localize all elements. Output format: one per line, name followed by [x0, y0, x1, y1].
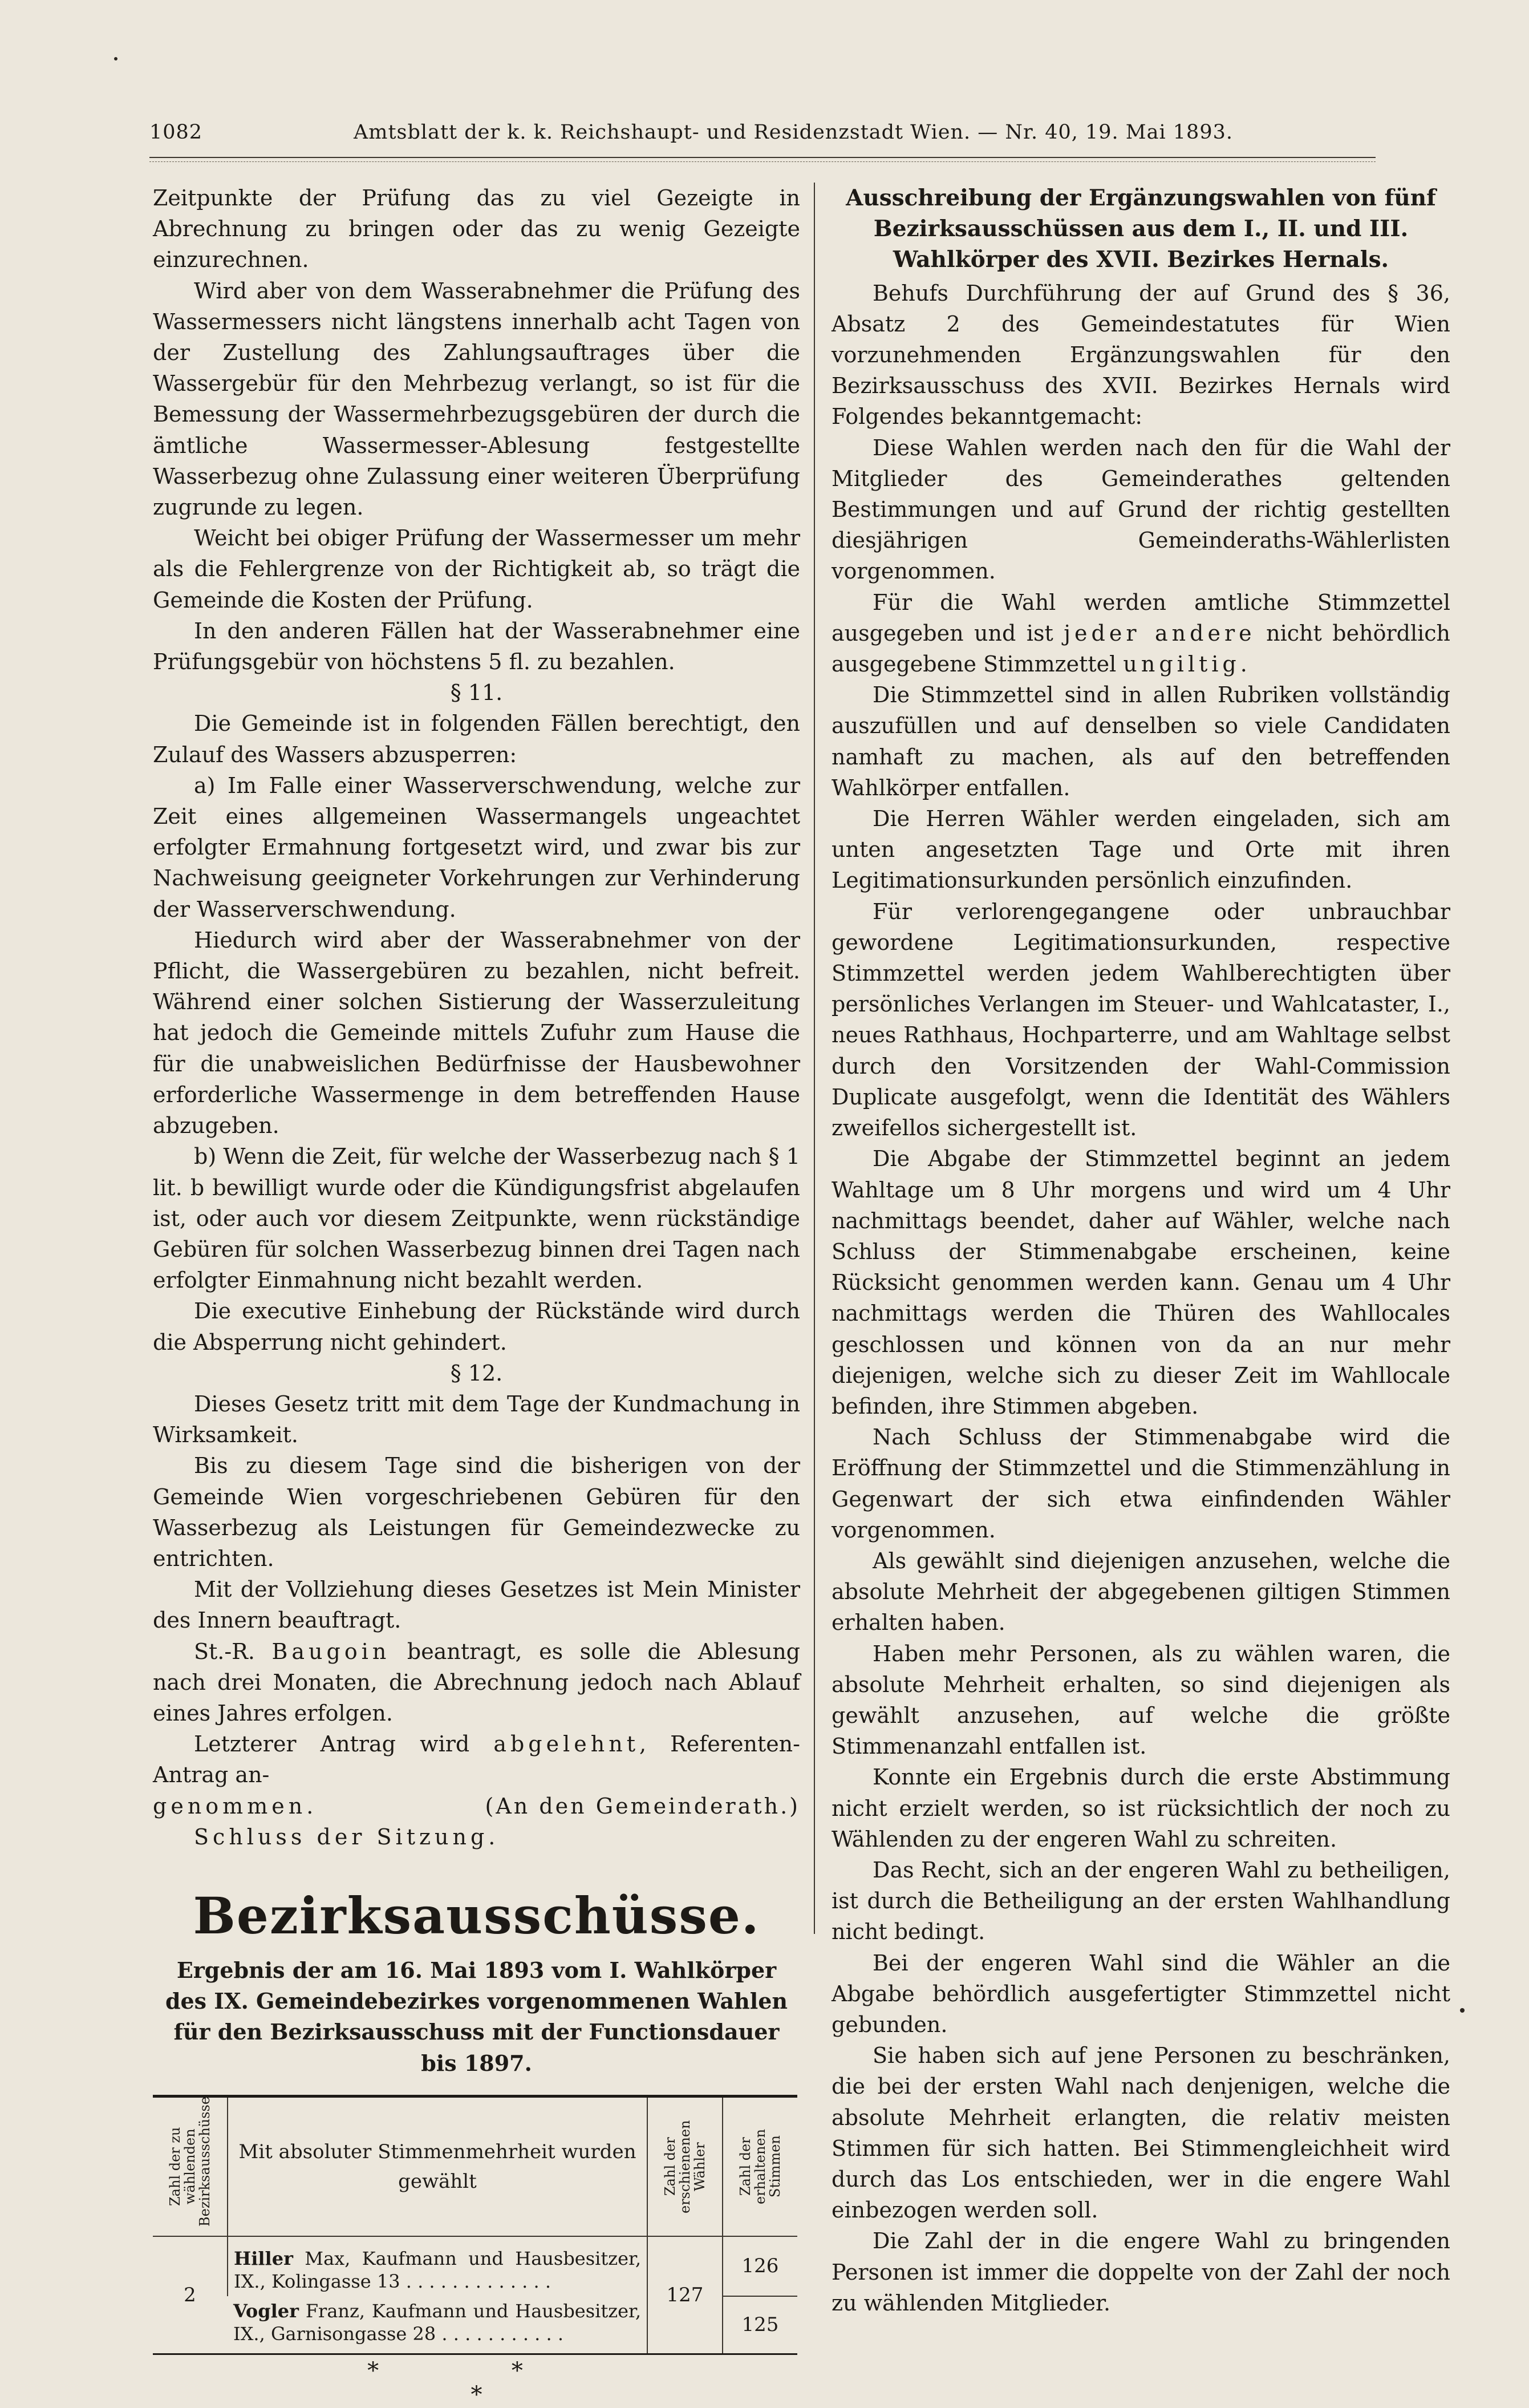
ink-speck — [114, 57, 117, 60]
text-run: , Referenten-Antrag an- — [153, 1731, 800, 1788]
candidate-details: Max, Kaufmann und Hausbesitzer, IX., Kolingasse 13 . . . . . . . . . . . . . — [234, 2247, 641, 2292]
vote-count: 125 — [723, 2296, 797, 2354]
paragraph: Weicht bei obiger Prüfung der Wassermesser um mehr als die Fehlergrenze von der Richtigkeit ab, so trägt die Gemeinde die Kosten der Prüfung. — [153, 525, 800, 613]
column-header — [723, 2096, 797, 2236]
elected-entry — [228, 2236, 647, 2296]
emphasis: abgelehnt — [493, 1731, 639, 1757]
paragraph: Wird aber von dem Wasserabnehmer die Prüfung des Wassermessers nicht längstens innerhalb acht Tagen von der Zustellung des Zahlungsauftrages über die Wassergebür für den Mehrbezug verlangt, so ist für die Bemessung der Wassermehrbezugsgebüren der durch die ämtliche Wassermesser-Ablesung festgestellte Wasserbezug ohne Zulassung einer weiteren Überprüfung zugrunde zu legen. — [153, 278, 800, 520]
paragraph: Die executive Einhebung der Rückstände wird durch die Absperrung nicht gehindert. — [153, 1298, 800, 1355]
publication-title: Amtsblatt der k. k. Reichshaupt- und Residenzstadt Wien. — Nr. 40, 19. Mai 1893. — [353, 121, 1233, 144]
text-run: . — [1240, 651, 1247, 677]
ink-speck — [1460, 2008, 1465, 2013]
column-header — [647, 2096, 723, 2236]
paragraph: Bis zu diesem Tage sind die bisherigen von der Gemeinde Wien vorgeschriebenen Gebüren für den Wasserbezug als Leistungen für Gemeindezwecke zu entrichten. — [153, 1453, 800, 1571]
column-divider — [814, 183, 815, 1934]
column-header-label: Zahl der erschienenen Wähler — [662, 2120, 708, 2213]
column-header — [153, 2096, 228, 2236]
table-row — [153, 2236, 797, 2296]
candidate-details: Franz, Kaufmann und Hausbesitzer, IX., Garnisongasse 28 . . . . . . . . . . . — [233, 2300, 641, 2345]
paragraph: b) Wenn die Zeit, für welche der Wasserbezug nach § 1 lit. b bewilligt wurde oder die Kündigungsfrist abgelaufen ist, oder auch vor diesem Zeitpunkte, wenn rückständige Gebüren für solchen Wasserbezug binnen drei Tagen nach erfolgter Einmahnung nicht bezahlt werden. — [153, 1144, 800, 1293]
elected-entry — [228, 2296, 647, 2354]
paragraph: Für verlorengegangene oder unbrauchbar gewordene Legitimationsurkunden, respective Stimmzettel werden jedem Wahlberechtigten über persönliches Verlangen im Steuer- und Wahlcataster, I., neues Rathhaus, Hochparterre, und am Wahltage selbst durch den Vorsitzenden der Wahl-Commission Duplicate ausgefolgt, wenn die Identität des Wählers zweifellos sichergestellt ist. — [832, 899, 1450, 1141]
text-run: Für die Wahl werden amtliche Stimmzettel ausgegeben und ist — [832, 589, 1450, 646]
separator-star: * — [471, 2381, 482, 2408]
section-title: Bezirksausschüsse. — [193, 1885, 760, 1945]
paragraph: In den anderen Fällen hat der Wasserabnehmer eine Prüfungsgebür von höchstens 5 fl. zu bezahlen. — [153, 618, 800, 675]
page-header — [149, 121, 1233, 144]
page-number: 1082 — [149, 121, 203, 144]
column-header — [228, 2096, 647, 2236]
section-heading: § 11. — [450, 680, 503, 706]
seat-count: 2 — [184, 2283, 196, 2306]
emphasis: jeder andere — [1064, 620, 1256, 646]
paragraph: Haben mehr Personen, als zu wählen waren, die absolute Mehrheit erhalten, so sind diejenigen als gewählt anzusehen, auf welche die größte Stimmenanzahl entfallen ist. — [832, 1641, 1450, 1759]
right-column — [832, 183, 1450, 2318]
paragraph — [832, 587, 1450, 680]
emphasis: ungiltig — [1123, 651, 1240, 677]
vote-count: 126 — [723, 2236, 797, 2296]
voter-count: 127 — [647, 2236, 723, 2354]
paragraph: Behufs Durchführung der auf Grund des § 36, Absatz 2 des Gemeindestatutes für Wien vorzunehmenden Ergänzungswahlen für den Bezirksausschuss des XVII. Bezirkes Hernals wird Folgendes bekanntgemacht: — [832, 280, 1450, 430]
paragraph: Zeitpunkte der Prüfung das zu viel Gezeigte in Abrechnung zu bringen oder das zu wenig Gezeigte einzurechnen. — [153, 185, 800, 273]
speaker-name: Baugoin — [271, 1638, 391, 1664]
results-title: Ergebnis der am 16. Mai 1893 vom I. Wahlkörper des IX. Gemeindebezirkes vorgenommenen Wahlen für den Bezirksausschuss mit der Functionsdauer bis 1897. — [165, 1957, 788, 2076]
text-run: beantragt, es solle die Ablesung nach drei Monaten, die Abrechnung jedoch nach Ablauf eines Jahres erfolgen. — [153, 1638, 800, 1726]
table-header-row — [153, 2096, 797, 2236]
paragraph — [153, 1636, 800, 1729]
paragraph: Das Recht, sich an der engeren Wahl zu betheiligen, ist durch die Betheiligung an der ersten Wahlhandlung nicht bedingt. — [832, 1857, 1450, 1945]
text-run: St.-R. — [194, 1638, 272, 1664]
paragraph: a) Im Falle einer Wasserverschwendung, welche zur Zeit eines allgemeinen Wassermangels ungeachtet erfolgter Ermahnung fortgesetzt wird, und zwar bis zur Nachweisung geeigneter Vorkehrungen zur Verhinderung der Wasserverschwendung. — [153, 772, 800, 922]
emphasis: genommen. — [153, 1793, 318, 1819]
column-header-label: Mit absoluter Stimmenmehrheit wurden gewählt — [238, 2140, 636, 2193]
paragraph: Dieses Gesetz tritt mit dem Tage der Kundmachung in Wirksamkeit. — [153, 1391, 800, 1448]
paragraph: Mit der Vollziehung dieses Gesetzes ist Mein Minister des Innern beauftragt. — [153, 1577, 800, 1633]
election-results-table — [153, 2095, 797, 2355]
paragraph: Konnte ein Ergebnis durch die erste Abstimmung nicht erzielt werden, so ist rücksichtlich der noch zu Wählenden zu der engeren Wahl zu schreiten. — [832, 1764, 1450, 1852]
text-run: Letzterer Antrag wird — [194, 1731, 494, 1757]
paragraph: Die Herren Wähler werden eingeladen, sich am unten angesetzten Tage und Orte mit ihren Legitimationsurkunden persönlich einzufinden. — [832, 806, 1450, 893]
entry-text — [234, 2247, 641, 2293]
paragraph: Die Stimmzettel sind in allen Rubriken vollständig auszufüllen und auf denselben so viele Candidaten namhaft zu machen, als auf den betreffenden Wahlkörper entfallen. — [832, 682, 1450, 800]
closing-line: Schluss der Sitzung. — [194, 1824, 500, 1849]
candidate-name: Hiller — [234, 2247, 293, 2269]
paragraph: Die Abgabe der Stimmzettel beginnt an jedem Wahltage um 8 Uhr morgens und wird um 4 Uhr nachmittags beendet, daher auf Wähler, welche nach Schluss der Stimmenabgabe erscheinen, keine Rücksicht genommen werden kann. Genau um 4 Uhr nachmittags werden die Thüren des Wahllocales geschlossen und können von da an nur mehr diejenigen, welche sich zu dieser Zeit im Wahllocale befinden, ihre Stimmen abgeben. — [832, 1146, 1450, 1419]
referral-note: (An den Gemeinderath.) — [485, 1793, 800, 1819]
text-run: nicht behördlich ausgegebene Stimmzettel — [832, 620, 1451, 677]
paragraph: Nach Schluss der Stimmenabgabe wird die Eröffnung der Stimmzettel und die Stimmenzählung in Gegenwart der sich etwa einfindenden Wähler vorgenommen. — [832, 1424, 1450, 1543]
paragraph: Diese Wahlen werden nach den für die Wahl der Mitglieder des Gemeinderathes geltenden Bestimmungen und auf Grund der richtig gestellten diesjährigen Gemeinderaths-Wählerlisten vorgenommen. — [832, 435, 1450, 584]
header-rule — [149, 157, 1376, 162]
separator-stars: * * — [367, 2357, 586, 2384]
announcement-title: Ausschreibung der Ergänzungswahlen von fünf Bezirksausschüssen aus dem I., II. und III. Wahlkörper des XVII. Bezirkes Hernals. — [846, 185, 1436, 273]
paragraph — [153, 1791, 800, 1822]
section-heading: § 12. — [450, 1360, 503, 1386]
paragraph: Hiedurch wird aber der Wasserabnehmer von der Pflicht, die Wassergebüren zu bezahlen, nicht befreit. Während einer solchen Sistierung der Wasserzuleitung hat jedoch die Gemeinde mittels Zufuhr zum Hause die für die unabweislichen Bedürfnisse der Hausbewohner erforderliche Wassermenge in dem betreffenden Hause abzugeben. — [153, 927, 800, 1139]
entry-text — [233, 2300, 641, 2345]
column-header-label: Zahl der erhaltenen Stimmen — [737, 2128, 783, 2204]
paragraph: Die Gemeinde ist in folgenden Fällen berechtigt, den Zulauf des Wassers abzusperren: — [153, 711, 800, 767]
column-header-label: Zahl der zu wählenden Bezirksausschüsse — [167, 2096, 213, 2227]
candidate-name: Vogler — [233, 2300, 299, 2322]
paragraph: Bei der engeren Wahl sind die Wähler an die Abgabe behördlich ausgefertigter Stimmzettel nicht gebunden. — [832, 1950, 1450, 2037]
paragraph: Als gewählt sind diejenigen anzusehen, welche die absolute Mehrheit der abgegebenen giltigen Stimmen erhalten haben. — [832, 1548, 1450, 1636]
left-column — [153, 183, 800, 2406]
paragraph — [153, 1729, 800, 1790]
paragraph: Sie haben sich auf jene Personen zu beschränken, die bei der ersten Wahl nach denjenigen, welche die absolute Mehrheit erlangten, die relativ meisten Stimmen für sich hatten. Bei Stimmengleichheit wird durch das Los entschieden, wer in die engere Wahl einbezogen werden soll. — [832, 2043, 1450, 2223]
paragraph: Die Zahl der in die engere Wahl zu bringenden Personen ist immer die doppelte von der Zahl der noch zu wählenden Mitglieder. — [832, 2228, 1450, 2316]
